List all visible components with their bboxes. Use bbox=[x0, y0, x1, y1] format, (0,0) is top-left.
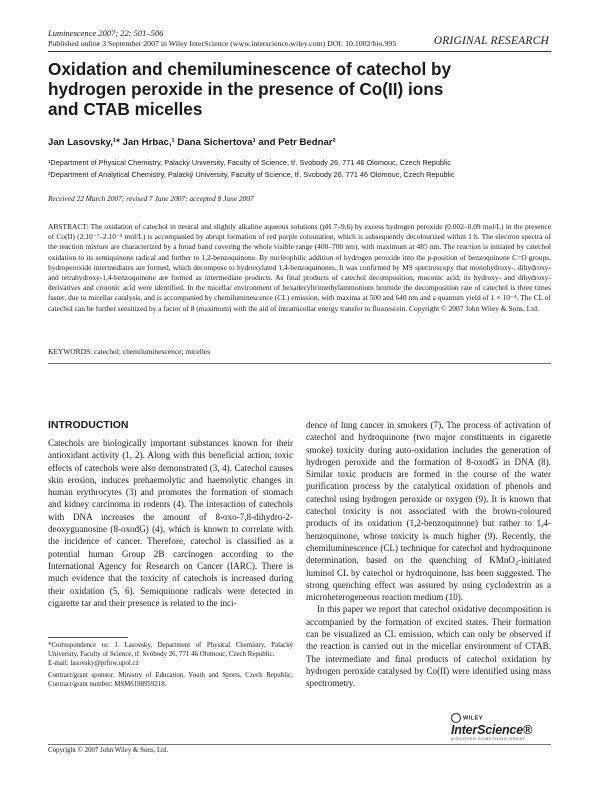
journal-citation: Luminescence 2007; 22: 501–506 bbox=[48, 28, 164, 38]
logo-tagline: DISCOVER SOMETHING GREAT bbox=[451, 737, 526, 741]
footnote bbox=[48, 642, 293, 690]
logo-wiley-text: WILEY bbox=[463, 715, 483, 722]
header-rule bbox=[48, 51, 551, 52]
body-paragraph: Catechols are biologically important substances known for their antioxidant activity (1, 2). Along with this beneficial action, toxic effects of catechols were also demonstrated (3, 4). Catechol causes skin erosion, induces prehaemolytic and haemolytic changes in human erythrocytes (3) and promotes the formation of stomach and kidney carcinoma in rodents (4). The interaction of catechols with DNA increases the amount of 8-oxo-7,8-dihydro-2-deoxyguanosine (8-oxodG) (4), which is known to correlate with the incidence of cancer. Therefore, catechol is classified as a potential human Group 2B carcinogen according to the International Agency for Research on Cancer (IARC). There is much evidence that the toxicity of catechols is increased during their oxidation (5, 6). Semiquinone radicals were detected in cigarette tar and their presence is related to the inci- bbox=[48, 438, 293, 608]
article-type: ORIGINAL RESEARCH bbox=[433, 35, 549, 47]
title-line: and CTAB micelles bbox=[48, 99, 203, 119]
correspondence: *Correspondence to: J. Lasovsky, Department of Physical Chemistry, Palacký University, Faculty of Science, tř. Svobody 26, 771 46 Olomouc, Czech Republic. bbox=[48, 642, 293, 658]
wiley-emblem-icon bbox=[451, 713, 461, 723]
affiliation: ²Department of Analytical Chemistry, Palacký University, Faculty of Science, tř. Svobody 26, 771 46 Olomouc, Czech Republic bbox=[48, 170, 455, 179]
footer-copyright: Copyright © 2007 John Wiley & Sons, Ltd. bbox=[48, 747, 169, 754]
grant-info: Contract/grant sponsor: Ministry of Education, Youth and Sports, Czech Republic; Contract/grant number: MSM6198959218. bbox=[48, 671, 293, 688]
title-line: hydrogen peroxide in the presence of Co(II) ions bbox=[48, 79, 444, 99]
article-title bbox=[48, 59, 528, 119]
received-dates: Received 22 March 2007; revised 7 June 2007; accepted 8 June 2007 bbox=[48, 194, 254, 203]
body-column-right bbox=[306, 419, 551, 690]
section-heading-introduction: INTRODUCTION bbox=[48, 419, 129, 431]
body-paragraph: dence of lung cancer in smokers (7). The process of activation of catechol and hydroquinone (two major constituents in cigarette smoke) toxicity during auto-oxidation includes the generation of hydrogen peroxide and the formation of 8-oxodG in DNA (8). Similar toxic products are formed in the course of the water purification process by the catalytical oxidation of phenols and catechol using hydrogen peroxide or oxygen (9). It is known that catechol toxicity is not associated with the brown-coloured products of its oxidation (1,2-benzoquinone) but rather to 1,4-benzoquinone, whose toxicity is much higher (9). Recently, the chemiluminescence (CL) technique for catechol and hydroquinone determination, based on the quenching of KMnO₄-initiated luminol CL by catechol or hydroquinone, has been suggested. The strong quenching effect was assured by using cyclodextrin as a microheterogeneous reaction medium (10). bbox=[306, 420, 551, 603]
section-rule bbox=[48, 363, 551, 364]
abstract bbox=[48, 222, 551, 314]
title-line: Oxidation and chemiluminescence of catechol by bbox=[48, 59, 452, 79]
abstract-text: The oxidation of catechol in neutral and slightly alkaline aqueous solutions (pH 7–9.6) by excess hydrogen peroxide (0.002–0.09 mol/L) in the presence of Co(II) (2.10⁻⁷–2.10⁻⁵ mol/L) is accompanied by abrupt formation of red purple colouration, which is subsequently decolourized within 1 h. The electron spectra of the reaction mixture are characterized by a broad band covering the whole visible range (400–700 nm), with maximum at 485 nm. The reaction is initiated by catechol oxidation to its semiquinone radical and further to 1,2-benzoquinone. By nucleophilic addition of hydrogen peroxide into the p-position of benzoquinone C=O groups, hydroperoxide intermediates are formed, which decompose to hydroxylated 1,4-benzoquinones. It was confirmed by MS spectroscopy that monohydroxy-, dihydroxy- and tetrahydroxy-1,4-benzoquinone are formed as intermediate products. As final products of catechol decomposition, muconic acid, its hydroxy- and dihydroxy- derivatives and crotonic acid were identified. In the micellar environment of hexadecyltrimethylammonium bromide the decomposition rate of catechol is three times faster, due to micellar catalysis, and is accompanied by chemiluminescence (CL) emission, with maxima at 500 and 640 nm and a quantum yield of 1 × 10⁻⁴. The CL of catechol can be further sensitized by a factor of 8 (maximum) with the aid of intramicellar energy transfer to fluorescein. Copyright © 2007 John Wiley & Sons, Ltd. bbox=[48, 222, 551, 313]
affiliation: ¹Department of Physical Chemistry, Palacký University, Faculty of Science, tř. Svobody 26, 771 46 Olomouc, Czech Republic bbox=[48, 158, 451, 167]
email: E-mail: lasovsky@prfnw.upol.cz bbox=[48, 659, 139, 667]
author-list: Jan Lasovsky,¹* Jan Hrbac,¹ Dana Sichertova¹ and Petr Bednar² bbox=[48, 137, 336, 148]
logo-interscience: InterScience® bbox=[451, 723, 532, 737]
abstract-label: ABSTRACT: bbox=[48, 222, 89, 231]
publisher-logo bbox=[451, 713, 551, 741]
publication-line: Published online 3 September 2007 in Wiley InterScience (www.interscience.wiley.com) DOI: 10.1002/bio.995 bbox=[48, 39, 397, 48]
footnote-rule bbox=[48, 637, 128, 638]
body-column-left bbox=[48, 437, 293, 609]
keywords: KEYWORDS: catechol; chemiluminescence; micelles bbox=[48, 347, 211, 356]
footer-rule bbox=[48, 744, 551, 745]
body-paragraph: In this paper we report that catechol oxidative decomposition is accompanied by the formation of excited states. Their formation can be visualized as CL emission, which can only be observed if the reaction is carried out in the micellar environment of CTAB. The intermediate and final products of catechol oxidation by hydrogen peroxide catalysed by Co(II) were identified using mass spectrometry. bbox=[306, 604, 551, 689]
